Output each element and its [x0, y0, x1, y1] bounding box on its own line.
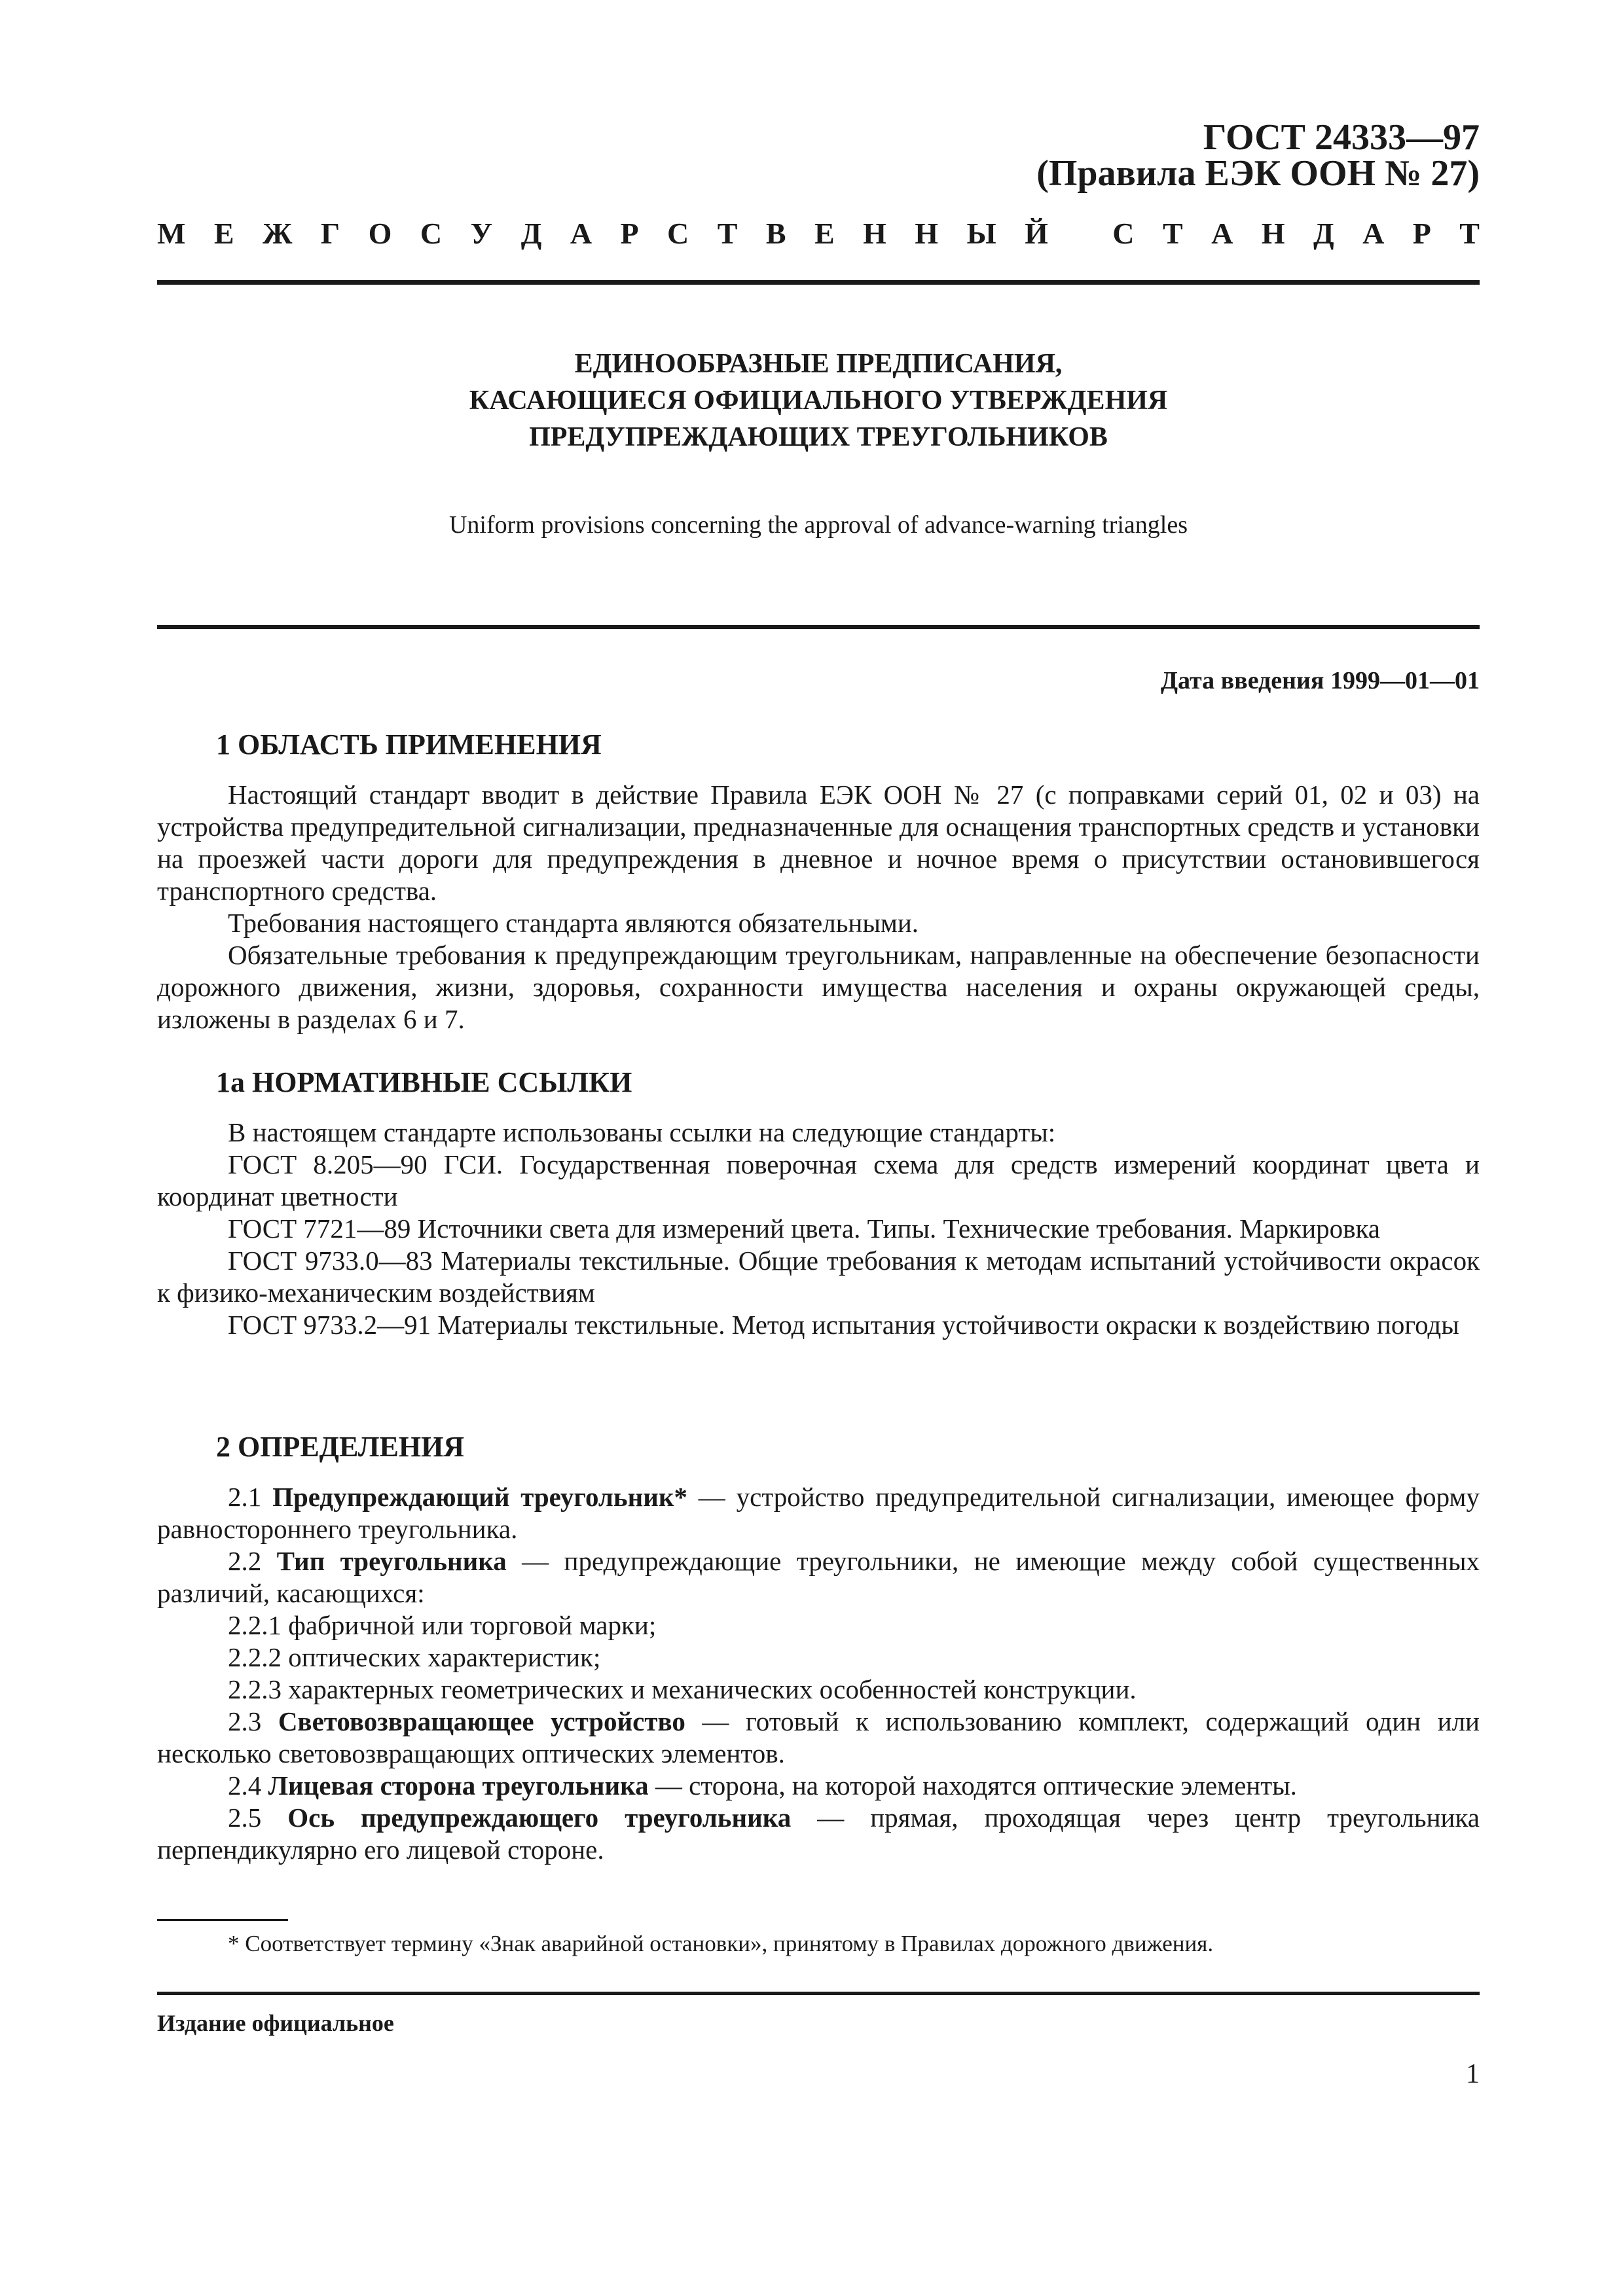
sub-item: 2.2.1 фабричной или торговой марки; — [228, 1610, 657, 1640]
title-line: КАСАЮЩИЕСЯ ОФИЦИАЛЬНОГО УТВЕРЖДЕНИЯ — [469, 386, 1168, 416]
defined-term: Ось предупреждающего треугольника — [287, 1803, 792, 1833]
effective-date: Дата введения 1999—01—01 — [1160, 667, 1480, 694]
reference-item: ГОСТ 8.205—90 ГСИ. Государственная поверочная схема для средств измерений координат цвета и координат цветности — [157, 1149, 1480, 1211]
title-line: ЕДИНООБРАЗНЫЕ ПРЕДПИСАНИЯ, — [574, 349, 1063, 379]
sub-item: 2.2.3 характерных геометрических и механических особенностей конструкции. — [228, 1674, 1137, 1704]
banner-letter: Р — [1412, 217, 1431, 250]
banner-letter: С — [667, 217, 689, 250]
document-title — [157, 346, 1480, 456]
defined-term: Тип треугольника — [276, 1546, 507, 1576]
definition-text: — устройство предупредительной сигнализации, имеющее форму равностороннего треугольника. — [157, 1482, 1480, 1544]
item-number: 2.4 — [228, 1770, 262, 1801]
banner-letter: Р — [620, 217, 639, 250]
reference-item: ГОСТ 7721—89 Источники света для измерений цвета. Типы. Технические требования. Маркировка — [228, 1213, 1380, 1244]
section-heading: 1 ОБЛАСТЬ ПРИМЕНЕНИЯ — [216, 728, 602, 761]
bottom-divider — [157, 1992, 1480, 1995]
paragraph: В настоящем стандарте использованы ссылки на следующие стандарты: — [228, 1117, 1056, 1147]
section-heading: 1а НОРМАТИВНЫЕ ССЫЛКИ — [216, 1066, 632, 1098]
page-number: 1 — [1466, 2059, 1480, 2089]
banner-letter: Н — [1261, 217, 1285, 250]
banner-letter: С — [420, 217, 443, 250]
banner-letter: А — [1211, 217, 1233, 250]
title-divider — [157, 625, 1480, 629]
standard-code: ГОСТ 24333—97 — [1203, 117, 1480, 158]
footnote-separator — [157, 1919, 288, 1921]
defined-term: Световозвращающее устройство — [278, 1706, 685, 1736]
item-number: 2.5 — [228, 1803, 262, 1833]
banner-letter: Й — [1025, 217, 1048, 250]
banner-letter: Н — [863, 217, 886, 250]
banner-letter: Т — [1459, 217, 1480, 250]
section-1a-body — [157, 1117, 1480, 1341]
definition-item — [157, 1770, 1480, 1802]
banner-letter: В — [765, 217, 786, 250]
defined-term: Предупреждающий треугольник* — [272, 1482, 687, 1512]
definition-text: — сторона, на которой находятся оптические элементы. — [648, 1770, 1297, 1801]
banner-letter: М — [157, 217, 186, 250]
footnote: * Соответствует термину «Знак аварийной остановки», принятому в Правилах дорожного движения. — [228, 1931, 1214, 1956]
definition-item — [157, 1545, 1480, 1609]
interstate-standard-banner — [157, 216, 1480, 251]
banner-letter: Е — [213, 217, 234, 250]
banner-letter: Н — [915, 217, 939, 250]
banner-letter: Т — [717, 217, 738, 250]
definition-text: — предупреждающие треугольники, не имеющие между собой существенных различий, касающихся: — [157, 1546, 1480, 1608]
top-divider — [157, 280, 1480, 285]
paragraph: Требования настоящего стандарта являются обязательными. — [228, 908, 919, 938]
standard-subcode: (Правила ЕЭК ООН № 27) — [1036, 153, 1480, 194]
banner-letter: Е — [814, 217, 835, 250]
english-title: Uniform provisions concerning the approval of advance-warning triangles — [448, 511, 1188, 539]
banner-letter: Д — [520, 217, 542, 250]
banner-letter: О — [368, 217, 392, 250]
banner-letter: Ы — [966, 217, 996, 250]
item-number: 2.2 — [228, 1546, 262, 1576]
banner-letter: А — [1362, 217, 1385, 250]
item-number: 2.3 — [228, 1706, 262, 1736]
paragraph: Настоящий стандарт вводит в действие Правила ЕЭК ООН № 27 (с поправками серий 01, 02 и 03) на устройства предупредительной сигнализации, предназначенные для оснащения транспортных средств и установки на проезжей части дороги для предупреждения в дневное и ночное время о присутствии остановившегося транспортного средства. — [157, 780, 1480, 906]
edition-label: Издание официальное — [157, 2010, 394, 2036]
banner-letter: Ж — [262, 217, 293, 250]
banner-letter: Т — [1162, 217, 1183, 250]
banner-gap — [1076, 216, 1084, 251]
banner-letter: Д — [1313, 217, 1334, 250]
sub-item: 2.2.2 оптических характеристик; — [228, 1642, 601, 1672]
item-number: 2.1 — [228, 1482, 262, 1512]
banner-letter: С — [1112, 217, 1135, 250]
definition-item — [157, 1481, 1480, 1545]
reference-item: ГОСТ 9733.0—83 Материалы текстильные. Общие требования к методам испытаний устойчивости окрасок к физико-механическим воздействиям — [157, 1246, 1480, 1308]
banner-letter: У — [470, 217, 493, 250]
paragraph: Обязательные требования к предупреждающим треугольникам, направленные на обеспечение безопасности дорожного движения, жизни, здоровья, сохранности имущества населения и охраны окружающей среды, изложены в разделах 6 и 7. — [157, 940, 1480, 1034]
definition-text: — прямая, проходящая через центр треугольника перпендикулярно его лицевой стороне. — [157, 1803, 1480, 1865]
definition-item — [157, 1802, 1480, 1866]
reference-item: ГОСТ 9733.2—91 Материалы текстильные. Метод испытания устойчивости окраски к воздействию погоды — [228, 1310, 1459, 1340]
banner-letter: А — [570, 217, 593, 250]
banner-letter: Г — [320, 217, 340, 250]
section-1-body — [157, 779, 1480, 1035]
section-heading: 2 ОПРЕДЕЛЕНИЯ — [216, 1431, 465, 1463]
section-2-body — [157, 1481, 1480, 1866]
defined-term: Лицевая сторона треугольника — [268, 1770, 649, 1801]
definition-item — [157, 1706, 1480, 1770]
definition-text: — готовый к использованию комплект, содержащий один или несколько световозвращающих оптических элементов. — [157, 1706, 1480, 1768]
title-line: ПРЕДУПРЕЖДАЮЩИХ ТРЕУГОЛЬНИКОВ — [529, 422, 1108, 452]
